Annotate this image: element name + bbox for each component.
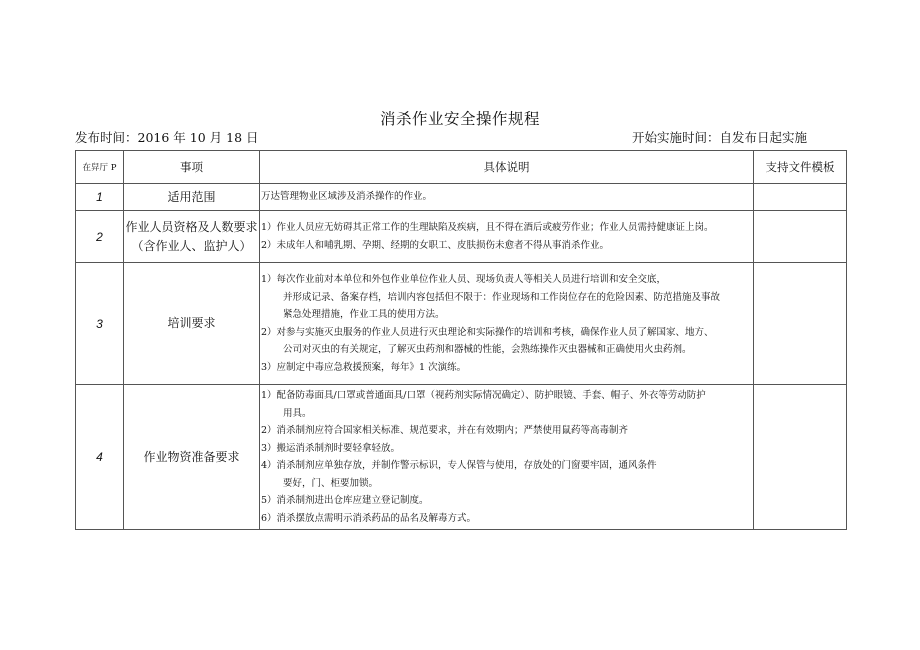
column-header-number: 在舁厅 P xyxy=(76,151,124,184)
description-line: 1）作业人员应无妨碍其正常工作的生理缺陷及疾病，且不得在酒后或疲劳作业；作业人员需持健康证上岗。 xyxy=(261,222,714,233)
column-header-template: 支持文件模板 xyxy=(754,151,847,184)
row-item: 作业物资准备要求 xyxy=(124,385,260,530)
table-row xyxy=(76,385,847,530)
description-line: 万达管理物业区域涉及消杀操作的作业。 xyxy=(261,191,433,203)
description-line: 4）消杀制剂应单独存放，并制作警示标识，专人保管与使用，存放处的门窗要牢固，通风条件 xyxy=(261,460,657,471)
description-line: 6）消杀摆放点需明示消杀药品的品名及解毒方式。 xyxy=(261,512,477,524)
description-line: 用具。 xyxy=(283,407,312,419)
row-number: 1 xyxy=(76,184,124,211)
row-template xyxy=(754,263,847,385)
row-item: 作业人员资格及人数要求（含作业人、监护人） xyxy=(124,211,260,263)
column-header-item: 事项 xyxy=(124,151,260,184)
row-template xyxy=(754,385,847,530)
row-description xyxy=(260,211,754,263)
column-header-description: 具体说明 xyxy=(260,151,754,184)
description-line: 并形成记录、备案存档，培训内容包括但不限于：作业现场和工作岗位存在的危险因素、防范措施及事故 xyxy=(283,291,721,303)
row-item: 适用范围 xyxy=(124,184,260,211)
table-row xyxy=(76,263,847,385)
description-line: 5）消杀制剂进出仓库应建立登记制度。 xyxy=(261,495,429,506)
description-line: 1）配备防毒面具/口罩或普通面具/口罩（视药剂实际情况确定）、防护眼镜、手套、帽子、外衣等劳动防护 xyxy=(261,390,706,401)
description-line: 2）未成年人和哺乳期、孕期、经期的女职工、皮肤损伤未愈者不得从事消杀作业。 xyxy=(261,239,610,251)
row-number: 2 xyxy=(76,211,124,263)
description-line: 1）每次作业前对本单位和外包作业单位作业人员、现场负责人等相关人员进行培训和安全交底， xyxy=(261,274,667,285)
row-template xyxy=(754,184,847,211)
row-description xyxy=(260,385,754,530)
description-line: 要好，门、柜要加锁。 xyxy=(283,477,379,489)
row-template xyxy=(754,211,847,263)
start-date: 开始实施时间：自发布日起实施 xyxy=(632,130,808,145)
row-number: 3 xyxy=(76,263,124,385)
document-title: 消杀作业安全操作规程 xyxy=(379,110,540,128)
row-number: 4 xyxy=(76,385,124,530)
description-line: 公司对灭虫的有关规定，了解灭虫药剂和器械的性能，会熟练操作灭虫器械和正确使用火虫药剂。 xyxy=(283,344,692,355)
publish-date: 发布时间：2016 年 10 月 18 日 xyxy=(75,130,259,145)
procedure-table xyxy=(75,150,847,530)
description-line: 3）搬运消杀制剂时要轻拿轻放。 xyxy=(261,442,401,454)
table-row xyxy=(76,211,847,263)
row-description xyxy=(260,263,754,385)
description-line: 2）对参与实施灭虫服务的作业人员进行灭虫理论和实际操作的培训和考核，确保作业人员了解国家、地方、 xyxy=(261,326,714,338)
table-header-row xyxy=(76,151,847,184)
description-line: 3）应制定中毒应急救援预案，每年》1 次演练。 xyxy=(261,361,467,373)
description-line: 紧急处理措施，作业工具的使用方法。 xyxy=(283,309,445,320)
row-item: 培训要求 xyxy=(124,263,260,385)
description-line: 2）消杀制剂应符合国家相关标准、规范要求，并在有效期内；严禁使用鼠药等高毒制齐 xyxy=(261,425,629,436)
row-description xyxy=(260,184,754,211)
table-row xyxy=(76,184,847,211)
